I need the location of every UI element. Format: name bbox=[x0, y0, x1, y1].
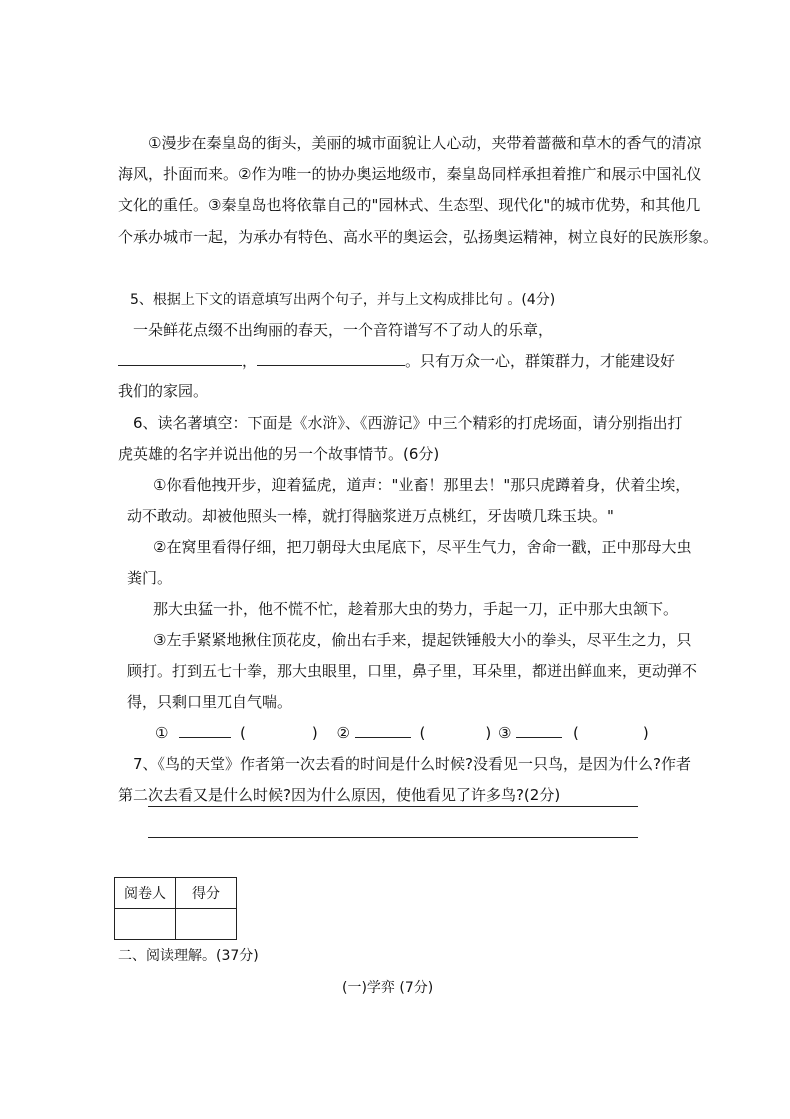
q6-passage-2-line-3: 那大虫猛一扑，他不慌不忙，趁着那大虫的势力，手起一刀，正中那大虫颔下。 bbox=[153, 600, 679, 618]
q6-title-line-2: 虎英雄的名字并说出他的另一个故事情节。(6分) bbox=[118, 445, 440, 463]
grader-label: 阅卷人 bbox=[115, 878, 176, 909]
section-2-title: 二、阅读理解。(37分) bbox=[118, 948, 259, 964]
q6-passage-3-line-3: 得，只剩口里兀自气喘。 bbox=[127, 693, 293, 711]
passage-line-3: 文化的重任。③秦皇岛也将依靠自己的"园林式、生态型、现代化"的城市优势，和其他几 bbox=[118, 196, 701, 214]
q5-comma: ， bbox=[242, 352, 258, 370]
q5-line-3: 我们的家园。 bbox=[118, 382, 209, 400]
q6-paren-open-1: ( bbox=[240, 724, 246, 742]
passage-line-4: 个承办城市一起，为承办有特色、高水平的奥运会，弘扬奥运精神，树立良好的民族形象。 bbox=[118, 228, 719, 246]
q7-answer-line-1[interactable] bbox=[148, 806, 638, 807]
passage-line-2: 海风，扑面而来。②作为唯一的协办奥运地级市，秦皇岛同样承担着推广和展示中国礼仪 bbox=[118, 165, 702, 183]
q6-paren-close-3: ) bbox=[642, 724, 649, 742]
q5-fill-line bbox=[118, 351, 675, 371]
q5-blank-1[interactable] bbox=[118, 351, 242, 366]
q6-name-blank-1[interactable] bbox=[179, 723, 231, 738]
q6-answer-row bbox=[155, 723, 649, 743]
q6-title-line-1: 6、读名著填空：下面是《水浒》、《西游记》中三个精彩的打虎场面，请分别指出打 bbox=[133, 414, 683, 432]
q6-answer-mark-2: ② bbox=[336, 724, 350, 742]
q6-passage-1-line-1: ①你看他拽开步，迎着猛虎，道声："业畜！那里去！"那只虎蹲着身，伏着尘埃， bbox=[153, 476, 691, 494]
q7-line-2: 第二次去看又是什么时候?因为什么原因，使他看见了许多鸟?(2分) bbox=[118, 786, 561, 804]
grader-cell[interactable] bbox=[115, 909, 176, 940]
score-label: 得分 bbox=[176, 878, 237, 909]
q6-answer-mark-1: ① bbox=[155, 724, 169, 742]
q5-after-blanks: 。只有万众一心，群策群力，才能建设好 bbox=[405, 352, 676, 370]
q6-passage-1-line-2: 动不敢动。却被他照头一棒，就打得脑浆迸万点桃红，牙齿喷几珠玉块。" bbox=[127, 507, 614, 525]
passage-line-1: ①漫步在秦皇岛的街头，美丽的城市面貌让人心动，夹带着蔷薇和草木的香气的清凉 bbox=[148, 134, 702, 152]
q6-paren-close-2: ) bbox=[485, 724, 492, 742]
q5-line-1: 一朵鲜花点缀不出绚丽的春天，一个音符谱写不了动人的乐章， bbox=[133, 321, 554, 339]
q6-passage-2-line-1: ②在窝里看得仔细，把刀朝母大虫尾底下，尽平生气力，舍命一戳，正中那母大虫 bbox=[153, 538, 692, 556]
q5-blank-2[interactable] bbox=[257, 351, 405, 366]
q6-passage-2-line-2: 粪门。 bbox=[127, 569, 173, 587]
q6-answer-mark-3: ③ bbox=[498, 724, 512, 742]
q7-line-1: 7、《鸟的天堂》作者第一次去看的时间是什么时候?没看见一只鸟，是因为什么?作者 bbox=[133, 755, 691, 773]
q6-passage-3-line-2: 顾打。打到五七十拳，那大虫眼里，口里，鼻子里，耳朵里，都迸出鲜血来，更动弹不 bbox=[127, 662, 698, 680]
q7-answer-line-2[interactable] bbox=[148, 837, 638, 838]
score-table bbox=[114, 877, 237, 940]
q6-paren-open-2: ( bbox=[419, 724, 426, 742]
q6-name-blank-3[interactable] bbox=[516, 723, 562, 738]
section-2-subtitle: (一)学弈 (7分) bbox=[342, 980, 434, 996]
q6-paren-open-3: ( bbox=[573, 724, 579, 742]
q6-paren-close-1: ) bbox=[311, 724, 318, 742]
q6-name-blank-2[interactable] bbox=[355, 723, 411, 738]
q6-passage-3-line-1: ③左手紧紧地揪住顶花皮，偷出右手来，提起铁锤般大小的拳头，尽平生之力，只 bbox=[153, 631, 692, 649]
score-cell[interactable] bbox=[176, 909, 237, 940]
q5-title: 5、根据上下文的语意填写出两个句子，并与上文构成排比句 。(4分) bbox=[130, 292, 556, 308]
